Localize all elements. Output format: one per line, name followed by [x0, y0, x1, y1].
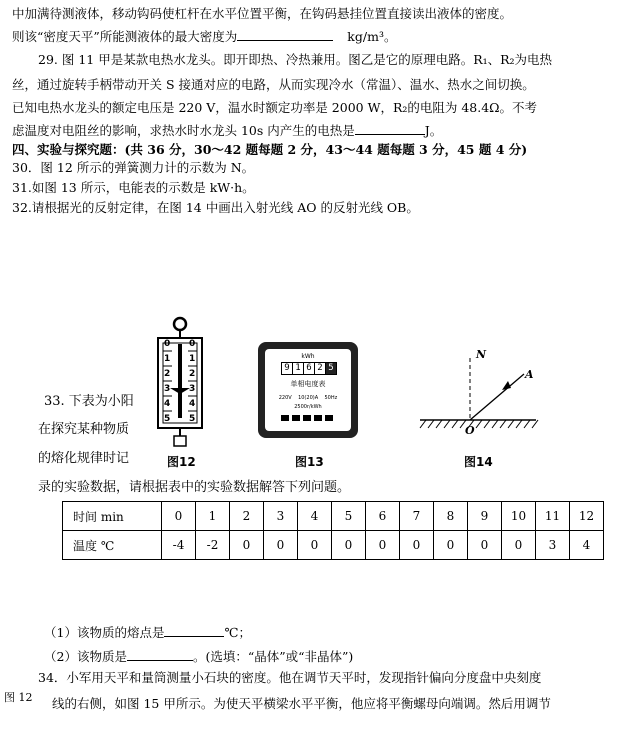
- table-cell: 4: [570, 531, 604, 560]
- table-cell: 0: [264, 531, 298, 560]
- text-line-2-b: kg/m³。: [347, 29, 397, 44]
- table-cell: 0: [468, 531, 502, 560]
- question-32: 32.请根据光的反射定律，在图 14 中画出入射光线 AO 的反射光线 OB。: [12, 200, 419, 215]
- table-header-time: 时间 min: [63, 502, 162, 531]
- table-cell: 12: [570, 502, 604, 531]
- text-line-3: 29. 图 11 甲是某款电热水龙头。即开即热、冷热兼用。图乙是它的原理电路。R₁、R₂为电热: [38, 52, 553, 67]
- meter-revolutions: 2500r/kWh: [294, 404, 322, 410]
- question-33-part-d: 录的实验数据，请根据表中的实验数据解答下列问题。: [38, 480, 351, 495]
- meter-digits: 9 1 6 2 5: [281, 362, 337, 375]
- table-cell: 3: [264, 502, 298, 531]
- scale-numbers-left: 0 1 2 3 4 5: [164, 339, 171, 424]
- table-row-temp: [63, 531, 604, 560]
- table-cell: 0: [366, 531, 400, 560]
- table-cell: 0: [230, 531, 264, 560]
- question-33-part-c: 的熔化规律时记: [38, 451, 130, 466]
- stray-figure-label: 图 12: [4, 691, 33, 704]
- label-point-a: A: [525, 368, 534, 381]
- question-33-part-b: 在探究某种物质: [38, 422, 130, 437]
- melting-data-table: [62, 501, 604, 560]
- figure-13-caption: 图13: [295, 455, 324, 469]
- text-line-6: [12, 122, 442, 139]
- table-cell: -2: [196, 531, 230, 560]
- table-cell: 0: [162, 502, 196, 531]
- table-cell: 0: [434, 531, 468, 560]
- table-cell: 0: [332, 531, 366, 560]
- label-point-o: O: [465, 424, 475, 437]
- table-cell: 8: [434, 502, 468, 531]
- answer-blank-heat[interactable]: [355, 122, 425, 135]
- text-line-2: [12, 28, 396, 45]
- text-line-5: 已知电热水龙头的额定电压是 220 V，温水时额定功率是 2000 W，R₂的电阻为 48.4Ω。不考: [12, 100, 538, 115]
- question-31: 31.如图 13 所示，电能表的示数是 kW·h。: [12, 180, 255, 195]
- answer-blank-density[interactable]: [237, 28, 333, 41]
- text-line-1: 中加满待测液体，移动钩码使杠杆在水平位置平衡，在钩码悬挂位置直接读出液体的密度。: [12, 6, 513, 21]
- question-30: 30．图 12 所示的弹簧测力计的示数为 N。: [12, 160, 255, 175]
- question-33-part-a: 33. 下表为小阳: [44, 394, 134, 409]
- scale-numbers-right: 0 1 2 3 4 5: [189, 339, 196, 424]
- table-cell: 6: [366, 502, 400, 531]
- table-cell: 9: [468, 502, 502, 531]
- meter-unit: kWh: [301, 353, 315, 360]
- spring-scale-figure: [150, 316, 210, 452]
- table-cell: -4: [162, 531, 196, 560]
- table-cell: 4: [298, 502, 332, 531]
- energy-meter-face: [265, 349, 351, 431]
- answer-blank-crystal[interactable]: [127, 648, 193, 661]
- meter-terminal-strip: [281, 415, 335, 421]
- table-header-temp: 温度 ℃: [63, 531, 162, 560]
- figure-14-caption: 图14: [464, 455, 493, 469]
- table-cell: 11: [536, 502, 570, 531]
- table-cell: 7: [400, 502, 434, 531]
- meter-spec: 220V 10(20)A 50Hz: [278, 395, 338, 401]
- question-34-line-2: 线的右侧，如图 15 甲所示。为使天平横梁水平平衡，他应将平衡螺母向端调。然后用调节: [52, 696, 551, 711]
- text-line-2-a: 则该“密度天平”所能测液体的最大密度为: [12, 29, 238, 44]
- table-cell: 10: [502, 502, 536, 531]
- text-line-6-a: 虑温度对电阻丝的影响，求热水时水龙头 10s 内产生的电热是: [12, 123, 355, 138]
- label-normal-n: N: [476, 348, 487, 361]
- table-cell: 5: [332, 502, 366, 531]
- table-cell: 0: [298, 531, 332, 560]
- table-cell: 3: [536, 531, 570, 560]
- answer-33-2: （2）该物质是 。(选填：“晶体”或“非晶体”): [44, 649, 354, 664]
- table-cell: 2: [230, 502, 264, 531]
- table-cell: 0: [502, 531, 536, 560]
- answer-33-1: （1）该物质的熔点是 ℃；: [44, 625, 251, 640]
- text-line-4: 丝，通过旋转手柄带动开关 S 接通对应的电路，从而实现冷水（常温）、温水、热水之间切换。: [12, 77, 535, 92]
- text-line-6-b: J。: [424, 123, 443, 138]
- answer-blank-melting-point[interactable]: [164, 624, 224, 637]
- energy-meter-figure: [258, 342, 358, 438]
- table-row-time: [63, 502, 604, 531]
- section-heading: 四、实验与探究题：(共 36 分，30～42 题每题 2 分，43～44 题每题 3 分，45 题 4 分): [12, 142, 528, 157]
- meter-title: 单相电度表: [290, 380, 326, 388]
- table-cell: 0: [400, 531, 434, 560]
- question-34-line-1: 34．小军用天平和量筒测量小石块的密度。他在调节天平时，发现指针偏向分度盘中央刻度: [38, 670, 542, 685]
- figure-12-caption: 图12: [167, 455, 196, 469]
- table-cell: 1: [196, 502, 230, 531]
